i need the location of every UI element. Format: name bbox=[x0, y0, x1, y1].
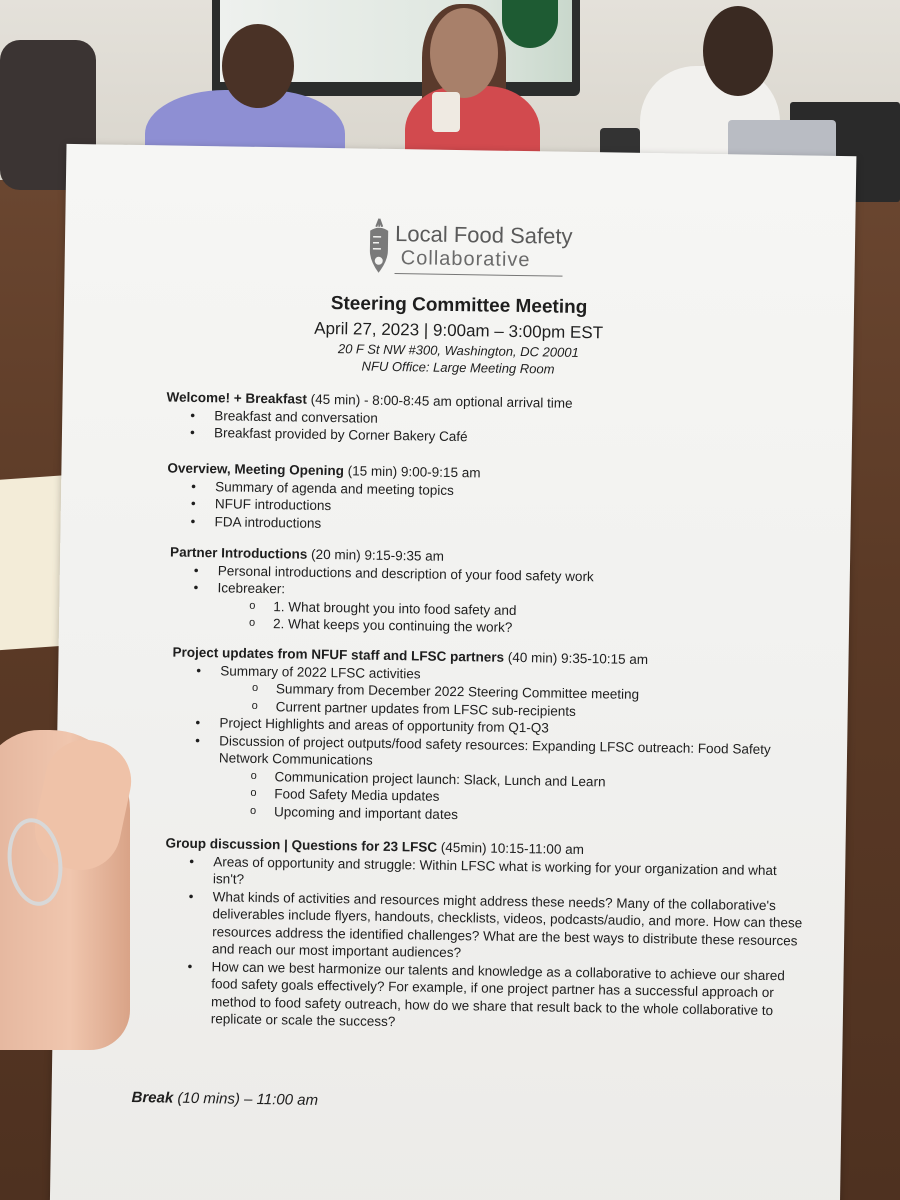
list-item: • Icebreaker: bbox=[169, 579, 593, 603]
section-heading-time: (40 min) 9:35-10:15 am bbox=[503, 649, 649, 668]
agenda-section bbox=[163, 835, 806, 1038]
section-heading-time: (45 min) - 8:00-8:45 am optional arrival time bbox=[306, 391, 573, 411]
logo-line-2: Collaborative bbox=[400, 247, 531, 272]
logo-underline bbox=[395, 273, 563, 277]
section-heading-bold: Welcome! + Breakfast bbox=[166, 389, 308, 407]
meeting-address: 20 F St NW #300, Washington, DC 20001 bbox=[337, 341, 579, 360]
page-title: Steering Committee Meeting bbox=[330, 293, 588, 319]
list-item: • What kinds of activities and resources might address these needs? Many of the collaborative's deliverables include flyers, handouts, checklists, videos, podcasts/audio, and more. How can these resources address the identified challenges? What are the best ways to distribute these resources and reach our most important audiences? bbox=[164, 887, 805, 967]
meeting-room: NFU Office: Large Meeting Room bbox=[361, 358, 555, 377]
list-item: • Project Highlights and areas of opportunity from Q1-Q3 bbox=[171, 714, 811, 742]
agenda-section bbox=[166, 388, 573, 447]
sub-list-item: o Upcoming and important dates bbox=[170, 801, 810, 829]
agenda-section bbox=[170, 644, 813, 829]
coffee-mug bbox=[432, 92, 460, 132]
break-label: Break bbox=[131, 1089, 174, 1107]
carrot-pin-icon bbox=[367, 217, 392, 275]
list-item: • NFUF introductions bbox=[167, 494, 480, 516]
section-heading-time: (45min) 10:15-11:00 am bbox=[436, 839, 585, 858]
person-3-head bbox=[703, 6, 773, 96]
list-item: • Areas of opportunity and struggle: Within LFSC what is working for your organization and what isn't? bbox=[165, 852, 805, 897]
logo-line-1: Local Food Safety bbox=[394, 221, 573, 249]
list-item: • How can we best harmonize our talents and knowledge as a collaborative to achieve our shared food safety goals effectively? For example, if one project partner has a successful approach or method to food safety outreach, how do we share that result back to the whole collaborative to replicate or scale the success? bbox=[163, 957, 804, 1037]
sub-list-item: o Summary from December 2022 Steering Committee meeting bbox=[172, 679, 812, 707]
person-2-head bbox=[430, 8, 498, 98]
list-item: • FDA introductions bbox=[166, 512, 479, 534]
list-item: • Personal introductions and description of your food safety work bbox=[170, 561, 594, 585]
section-heading-bold: Project updates from NFUF staff and LFSC partners bbox=[172, 644, 505, 665]
section-heading-bold: Group discussion | Questions for 23 LFSC bbox=[165, 835, 438, 855]
list-item: • Breakfast provided by Corner Bakery Café bbox=[166, 423, 572, 447]
section-heading-bold: Overview, Meeting Opening bbox=[167, 460, 345, 479]
list-item: • Breakfast and conversation bbox=[166, 406, 572, 430]
meeting-date: April 27, 2023 | 9:00am – 3:00pm EST bbox=[314, 318, 604, 343]
sub-list-item: o Communication project launch: Slack, Lunch and Learn bbox=[170, 766, 810, 794]
list-item: • Discussion of project outputs/food safety resources: Expanding LFSC outreach: Food Safety Network Communications bbox=[171, 731, 811, 776]
person-1-head bbox=[222, 24, 294, 108]
sub-list-item: o Food Safety Media updates bbox=[170, 784, 810, 812]
list-item: • Summary of agenda and meeting topics bbox=[167, 477, 480, 499]
sub-list-item: o 2. What keeps you continuing the work? bbox=[169, 614, 593, 638]
sub-list-item: o Current partner updates from LFSC sub-recipients bbox=[172, 696, 812, 724]
agenda-paper bbox=[50, 144, 857, 1200]
section-heading-bold: Partner Introductions bbox=[170, 544, 308, 562]
sub-list-item: o 1. What brought you into food safety and bbox=[169, 596, 593, 620]
section-heading-time: (15 min) 9:00-9:15 am bbox=[343, 463, 481, 481]
list-item: • Summary of 2022 LFSC activities bbox=[172, 661, 812, 689]
break-line bbox=[131, 1089, 318, 1109]
section-heading-time: (20 min) 9:15-9:35 am bbox=[307, 546, 445, 564]
agenda-section bbox=[169, 544, 594, 638]
break-time: (10 mins) – 11:00 am bbox=[173, 1089, 319, 1109]
agenda-section bbox=[166, 459, 480, 534]
lfsc-logo bbox=[366, 211, 587, 280]
